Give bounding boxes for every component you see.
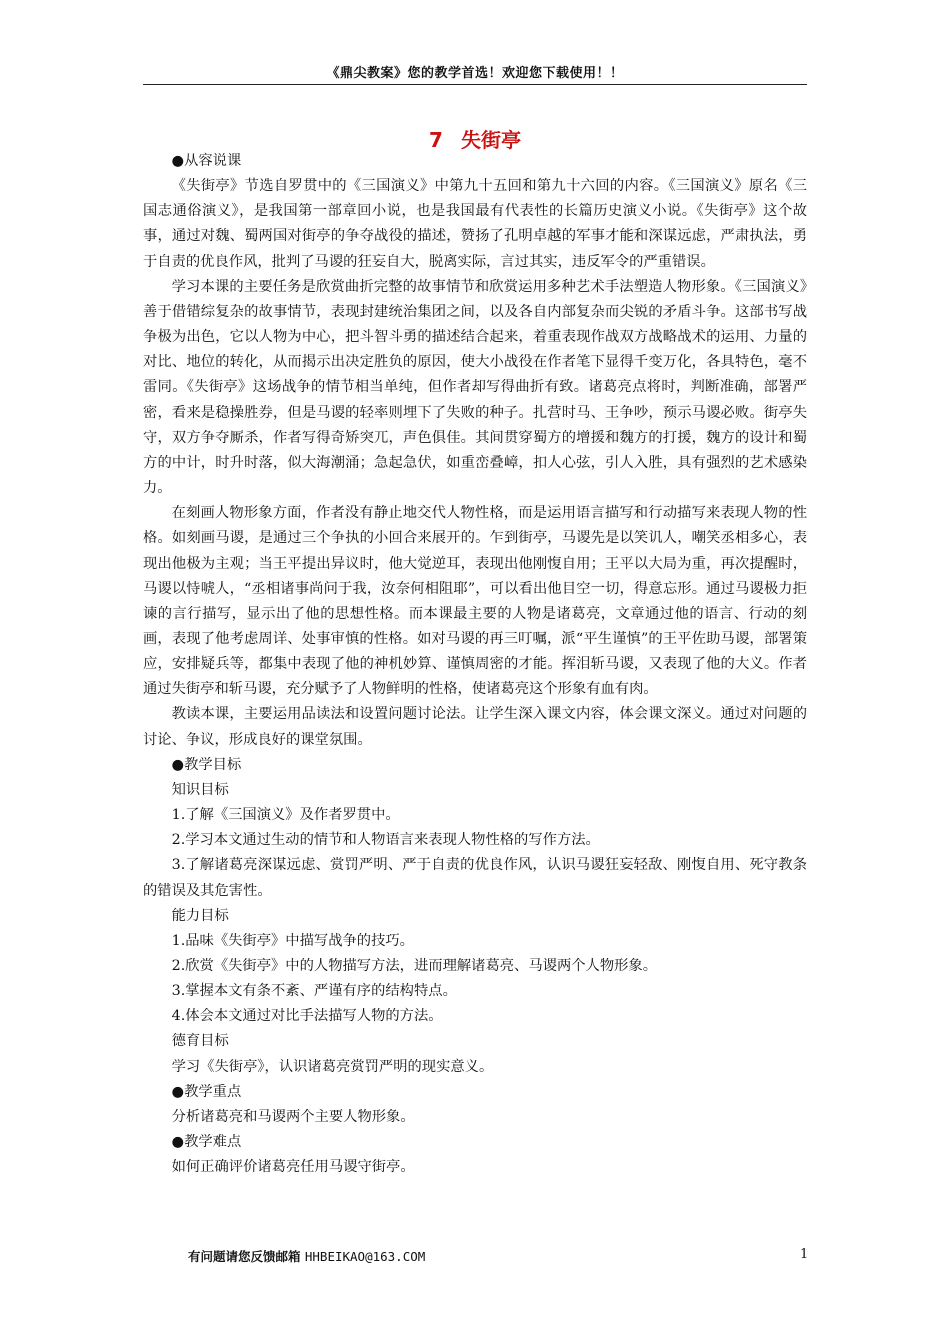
moral-text: 学习《失街亭》，认识诸葛亮赏罚严明的现实意义。 <box>171 1058 494 1075</box>
page-number: 1 <box>800 1247 809 1262</box>
ability-item: 1.品味《失街亭》中描写战争的技巧。 <box>171 932 414 949</box>
intro-paragraph: 《失街亭》节选自罗贯中的《三国演义》中第九十五回和第九十六回的内容。《三国演义》原名《三国志通俗演义》，是我国第一部章回小说，也是我国最有代表性的长篇历史演义小说。《失街亭》这个故事，通过对魏、蜀两国对街亭的争夺战役的描述，赞扬了孔明卓越的军事才能和深谋远虑，严肃执法，勇于自责的优良作风，批判了马谡的狂妄自大，脱离实际，言过其实，违反军令的严重错误。 <box>143 178 807 270</box>
section-heading-goals: ●教学目标 <box>171 756 242 773</box>
intro-paragraph: 学习本课的主要任务是欣赏曲折完整的故事情节和欣赏运用多种艺术手法塑造人物形象。《三国演义》善于借错综复杂的故事情节，表现封建统治集团之间，以及各自内部复杂而尖锐的矛盾斗争。这部书写战争极为出色，它以人物为中心，把斗智斗勇的描述结合起来，着重表现作战双方战略战术的运用、力量的对比、地位的转化，从而揭示出决定胜负的原因，使大小战役在作者笔下显得千变万化，各具特色，毫不雷同。《失街亭》这场战争的情节相当单纯，但作者却写得曲折有致。诸葛亮点将时，判断准确，部署严密，看来是稳操胜券，但是马谡的轻率则埋下了失败的种子。扎营时马、王争吵，预示马谡必败。街亭失守，双方争夺厮杀，作者写得奇矫突兀，声色俱佳。其间贯穿蜀方的增援和魏方的打援，魏方的设计和蜀方的中计，时升时落，似大海潮涌；急起急伏，如重峦叠嶂，扣人心弦，引人入胜，具有强烈的艺术感染力。 <box>143 278 807 497</box>
intro-paragraph: 在刻画人物形象方面，作者没有静止地交代人物性格，而是运用语言描写和行动描写来表现人物的性格。如刻画马谡，是通过三个争执的小回合来展开的。乍到街亭，马谡先是以笑讥人，嘲笑丞相多心，表现出他极为主观；当王平提出异议时，他大觉逆耳，表现出他刚愎自用；王平以大局为重，再次提醒时，马谡以恃唬人，“丞相诸事尚问于我，汝奈何相阻耶”，可以看出他目空一切，得意忘形。通过马谡极力拒谏的言行描写，显示出了他的思想性格。而本课最主要的人物是诸葛亮，文章通过他的语言、行动的刻画，表现了他考虑周详、处事审慎的性格。如对马谡的再三叮嘱，派“平生谨慎”的王平佐助马谡，部署策应，安排疑兵等，都集中表现了他的神机妙算、谨慎周密的才能。挥泪斩马谡，又表现了他的大义。作者通过失街亭和斩马谡，充分赋予了人物鲜明的性格，使诸葛亮这个形象有血有肉。 <box>143 505 807 698</box>
ability-item: 4.体会本文通过对比手法描写人物的方法。 <box>171 1008 443 1025</box>
intro-paragraph: 教读本课，主要运用品读法和设置问题讨论法。让学生深入课文内容，体会课文深义。通过对问题的讨论、争议，形成良好的课堂氛围。 <box>143 706 807 748</box>
ability-item: 2.欣赏《失街亭》中的人物描写方法，进而理解诸葛亮、马谡两个人物形象。 <box>171 958 658 974</box>
section-heading-intro: ●从容说课 <box>171 153 242 169</box>
page-header: 《鼎尖教案》您的教学首选！欢迎您下载使用！！ <box>326 66 624 81</box>
knowledge-item: 1.了解《三国演义》及作者罗贯中。 <box>171 807 400 824</box>
subheading-ability: 能力目标 <box>171 907 229 924</box>
key-text: 分析诸葛亮和马谡两个主要人物形象。 <box>171 1108 415 1125</box>
ability-item: 3.掌握本文有条不紊、严谨有序的结构特点。 <box>171 983 457 1000</box>
subheading-knowledge: 知识目标 <box>171 781 229 798</box>
page-footer <box>188 1247 425 1265</box>
lesson-title-text: 失街亭 <box>460 128 521 152</box>
footer-email: HHBEIKAO@163.COM <box>304 1249 426 1264</box>
footer-label: 有问题请您反馈邮箱 <box>188 1249 301 1264</box>
section-heading-key: ●教学重点 <box>171 1083 242 1100</box>
section-heading-difficulty: ●教学难点 <box>171 1134 242 1151</box>
document-body <box>143 149 807 1180</box>
knowledge-item: 3.了解诸葛亮深谋远虑、赏罚严明、严于自责的优良作风，认识马谡狂妄轻敌、刚愎自用、死守教条的错误及其危害性。 <box>143 857 807 899</box>
knowledge-item: 2.学习本文通过生动的情节和人物语言来表现人物性格的写作方法。 <box>171 832 600 849</box>
subheading-moral: 德育目标 <box>171 1033 229 1050</box>
header-divider <box>143 84 807 85</box>
lesson-number: 7 <box>429 128 443 152</box>
difficulty-text: 如何正确评价诸葛亮任用马谡守街亭。 <box>171 1159 415 1176</box>
